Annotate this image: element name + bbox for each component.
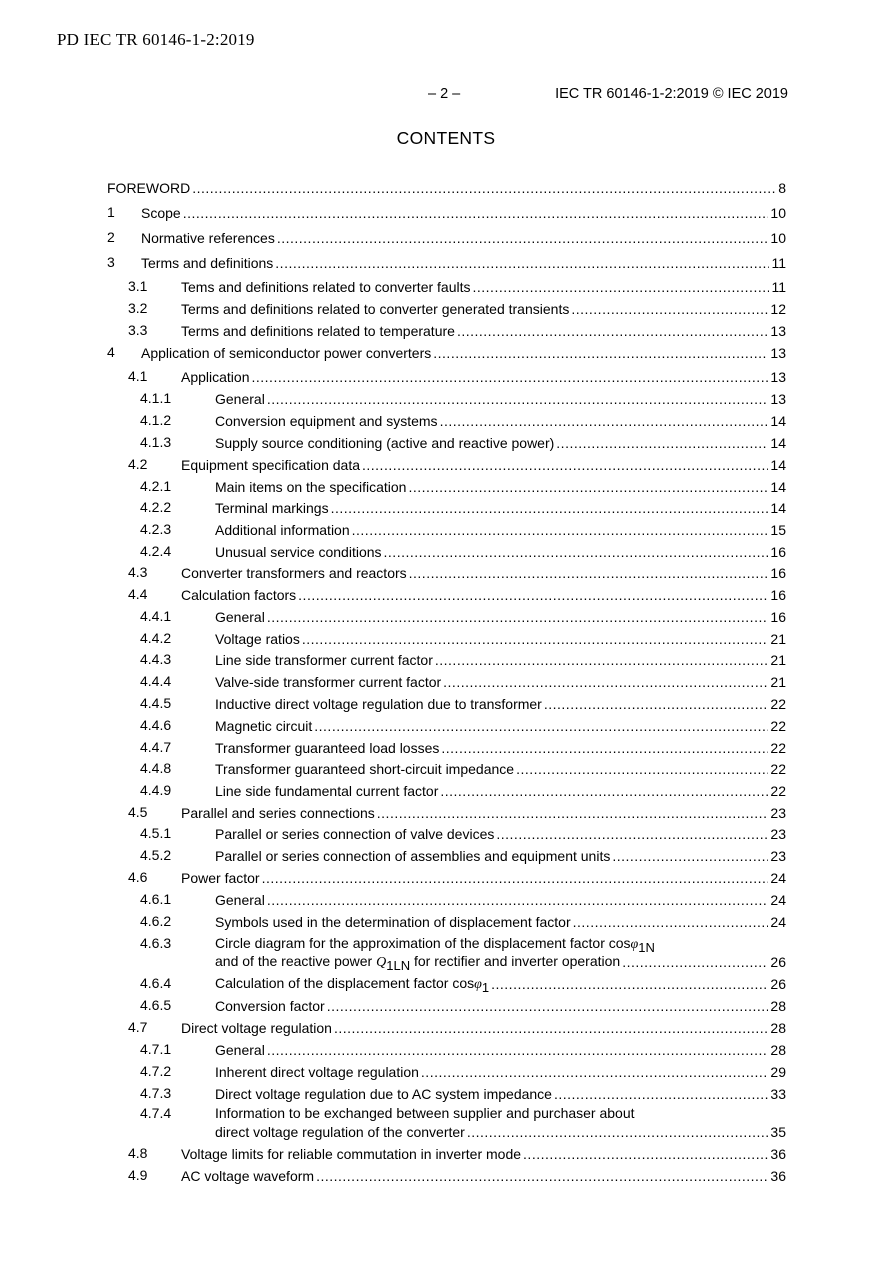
toc-entry-line: [181, 869, 786, 887]
toc-entry-number: 4: [107, 344, 115, 360]
toc-entry-title: Scope: [141, 205, 181, 221]
page-number: – 2 –: [428, 86, 461, 102]
toc-entry-title: General: [215, 1042, 265, 1058]
toc-leader-dots: [443, 674, 768, 691]
toc-entry-number: 4.3: [128, 564, 148, 580]
toc-entry-page: 22: [770, 696, 786, 712]
toc-entry-line: [215, 975, 786, 993]
toc-leader-dots: [440, 413, 769, 430]
toc-entry-title: Conversion factor: [215, 998, 325, 1014]
toc-entry-title: General: [215, 892, 265, 908]
toc-entry-number: 2: [107, 229, 115, 245]
toc-leader-dots: [612, 848, 768, 865]
toc-entry-number: 4.1.1: [140, 390, 172, 406]
toc-leader-dots: [523, 1146, 768, 1163]
toc-entry-line: [215, 997, 786, 1015]
toc-leader-dots: [267, 609, 769, 626]
toc-entry-number: 3.2: [128, 300, 148, 316]
toc-leader-dots: [441, 740, 768, 757]
toc-entry-page: 28: [770, 1042, 786, 1058]
toc-entry-page: 21: [770, 631, 786, 647]
toc-entry-title: Voltage limits for reliable commutation in inverter mode: [181, 1146, 522, 1162]
toc-entry-number: 4.2.2: [140, 499, 172, 515]
standard-reference: IEC TR 60146-1-2:2019 © IEC 2019: [555, 86, 788, 102]
toc-entry-number: 4.4: [128, 586, 148, 602]
toc-entry-title: Line side transformer current factor: [215, 652, 433, 668]
toc-entry-line: [215, 390, 786, 408]
toc-entry-number: 4.7.1: [140, 1041, 172, 1057]
toc-entry-line: [215, 739, 786, 757]
toc-entry-page: 24: [770, 914, 786, 930]
toc-leader-dots: [573, 914, 769, 931]
toc-entry-page: 21: [770, 652, 786, 668]
toc-entry-line: [215, 825, 786, 843]
toc-entry-line: [215, 695, 786, 713]
toc-entry-title: Direct voltage regulation due to AC system impedance: [215, 1086, 552, 1102]
toc-entry-page: 16: [770, 544, 786, 560]
toc-entry-line: [215, 782, 786, 800]
toc-entry-page: 14: [770, 435, 786, 451]
toc-entry-page: 15: [770, 522, 786, 538]
toc-entry-page: 22: [770, 783, 786, 799]
toc-leader-dots: [435, 652, 769, 669]
toc-entry-number: 4.4.2: [140, 630, 172, 646]
page-title: CONTENTS: [396, 128, 496, 148]
toc-entry-number: 4.4.9: [140, 782, 172, 798]
toc-entry-title: Inductive direct voltage regulation due to transformer: [215, 696, 542, 712]
toc-leader-dots: [362, 457, 768, 474]
toc-entry-number: 4.1: [128, 368, 148, 384]
toc-leader-dots: [352, 522, 769, 539]
toc-entry-title: Conversion equipment and systems: [215, 413, 438, 429]
q-symbol: Q1LN: [376, 955, 411, 971]
toc-entry-page: 22: [770, 740, 786, 756]
toc-entry-page: 14: [770, 479, 786, 495]
toc-entry-line: [141, 254, 786, 272]
toc-entry-number: 3.1: [128, 278, 148, 294]
toc-entry-number: 4.6.2: [140, 913, 172, 929]
toc-entry-page: 12: [770, 301, 786, 317]
toc-entry-title: Power factor: [181, 870, 260, 886]
toc-entry-page: 26: [770, 976, 786, 992]
toc-entry-line: [215, 913, 786, 931]
toc-entry-page: 29: [770, 1064, 786, 1080]
toc-leader-dots: [433, 345, 768, 362]
toc-entry-number: 4.6.1: [140, 891, 172, 907]
toc-leader-dots: [267, 391, 769, 408]
toc-entry-page: 28: [770, 1020, 786, 1036]
toc-entry-title: Symbols used in the determination of displacement factor: [215, 914, 571, 930]
toc-leader-dots: [571, 301, 768, 318]
toc-entry-page: 36: [770, 1168, 786, 1184]
toc-leader-dots: [192, 180, 776, 197]
toc-entry-page: 22: [770, 761, 786, 777]
toc-leader-dots: [554, 1086, 768, 1103]
toc-entry-number: 4.7.4: [140, 1105, 172, 1121]
toc-leader-dots: [496, 826, 768, 843]
toc-leader-dots: [408, 479, 768, 496]
toc-entry-line: [141, 229, 786, 247]
toc-entry-title: Terminal markings: [215, 500, 329, 516]
toc-entry-number: 4.2.1: [140, 478, 172, 494]
toc-entry-title: Inherent direct voltage regulation: [215, 1064, 419, 1080]
document-id: PD IEC TR 60146-1-2:2019: [57, 30, 255, 49]
toc-entry-line: [107, 179, 786, 197]
toc-leader-dots: [457, 323, 768, 340]
q-symbol-subscript: 1LN: [386, 958, 411, 971]
toc-entry-title: Main items on the specification: [215, 479, 407, 495]
toc-entry-number: 4.1.2: [140, 412, 172, 428]
toc-entry-line: [215, 434, 786, 452]
toc-leader-dots: [622, 954, 768, 971]
toc-entry-line: [215, 1041, 786, 1059]
phi-symbol-subscript: 1: [481, 980, 490, 993]
toc-leader-dots: [409, 565, 769, 582]
toc-leader-dots: [262, 870, 769, 887]
toc-leader-dots: [556, 435, 768, 452]
toc-entry-title: Application: [181, 369, 250, 385]
toc-entry-line: [181, 586, 786, 604]
toc-entry-line: [181, 804, 786, 822]
phi-symbol-subscript: 1N: [638, 940, 655, 955]
toc-entry-page: 16: [770, 587, 786, 603]
phi-symbol: φ1: [474, 977, 490, 993]
toc-entry-page: 22: [770, 718, 786, 734]
toc-entry-title: Terms and definitions related to converter generated transients: [181, 301, 570, 317]
toc-entry-number: 1: [107, 204, 115, 220]
toc-entry-line: [181, 1167, 786, 1185]
toc-entry-page: 11: [771, 255, 786, 271]
toc-entry-title: Parallel or series connection of assemblies and equipment units: [215, 848, 611, 864]
toc-entry-line: [215, 1123, 786, 1141]
toc-leader-dots: [277, 230, 769, 247]
toc-entry-number: 4.5.1: [140, 825, 172, 841]
toc-entry-number: 4.5: [128, 804, 148, 820]
toc-entry-page: 35: [770, 1124, 786, 1140]
toc-entry-line: [215, 760, 786, 778]
toc-leader-dots: [440, 783, 768, 800]
toc-entry-title: Additional information: [215, 522, 350, 538]
toc-entry-number: 4.4.5: [140, 695, 172, 711]
toc-entry-line: [141, 344, 786, 362]
toc-entry-line: [215, 478, 786, 496]
toc-leader-dots: [252, 369, 769, 386]
toc-entry-line: [215, 891, 786, 909]
toc-leader-dots: [267, 892, 769, 909]
toc-entry-page: 10: [770, 230, 786, 246]
toc-leader-dots: [516, 761, 768, 778]
toc-leader-dots: [183, 205, 769, 222]
toc-entry-page: 23: [770, 805, 786, 821]
toc-leader-dots: [316, 1168, 768, 1185]
toc-entry-line: [215, 953, 786, 971]
toc-entry-page: 23: [770, 848, 786, 864]
toc-entry-line: [215, 651, 786, 669]
toc-entry-title: Normative references: [141, 230, 275, 246]
toc-entry-line: [181, 278, 786, 296]
toc-entry-number: 4.2: [128, 456, 148, 472]
toc-entry-line: [215, 543, 786, 561]
toc-entry-title: FOREWORD: [107, 180, 191, 196]
toc-entry-line: [181, 564, 786, 582]
toc-entry-title: Magnetic circuit: [215, 718, 313, 734]
toc-entry-title: General: [215, 391, 265, 407]
toc-entry-line: [215, 1085, 786, 1103]
toc-leader-dots: [384, 544, 769, 561]
toc-entry-title: Valve-side transformer current factor: [215, 674, 442, 690]
toc-leader-dots: [275, 255, 769, 272]
toc-entry-line: [181, 1145, 786, 1163]
toc-entry-page: 14: [770, 500, 786, 516]
toc-entry-title: AC voltage waveform: [181, 1168, 315, 1184]
toc-entry-number: 4.8: [128, 1145, 148, 1161]
toc-leader-dots: [331, 500, 769, 517]
toc-entry-page: 14: [770, 413, 786, 429]
toc-entry-page: 13: [770, 391, 786, 407]
toc-entry-title: Voltage ratios: [215, 631, 300, 647]
toc-entry-line: [215, 847, 786, 865]
toc-entry-number: 4.6.5: [140, 997, 172, 1013]
toc-leader-dots: [473, 279, 770, 296]
toc-entry-number: 4.4.7: [140, 739, 172, 755]
toc-entry-line: [141, 204, 786, 222]
toc-entry-page: 24: [770, 892, 786, 908]
toc-entry-number: 4.7.2: [140, 1063, 172, 1079]
toc-entry-line: [215, 630, 786, 648]
toc-entry-title: Parallel and series connections: [181, 805, 375, 821]
toc-entry-page: 23: [770, 826, 786, 842]
toc-entry-title: and of the reactive power Q1LN for rectifier and inverter operation: [215, 953, 621, 971]
toc-entry-page: 13: [770, 323, 786, 339]
toc-entry-page: 28: [770, 998, 786, 1014]
toc-leader-dots: [491, 976, 768, 993]
toc-leader-dots: [267, 1042, 769, 1059]
toc-entry-title: General: [215, 609, 265, 625]
toc-entry-number: 4.4.1: [140, 608, 172, 624]
toc-entry-page: 8: [778, 180, 786, 196]
toc-entry-number: 4.9: [128, 1167, 148, 1183]
toc-entry-title-line1: Circle diagram for the approximation of the displacement factor cosφ1N: [215, 935, 655, 955]
toc-entry-number: 4.6.4: [140, 975, 172, 991]
toc-entry-line: [181, 1019, 786, 1037]
toc-leader-dots: [334, 1020, 768, 1037]
toc-entry-title: Terms and definitions: [141, 255, 274, 271]
toc-entry-page: 26: [770, 954, 786, 970]
toc-entry-line: [181, 456, 786, 474]
toc-entry-number: 4.4.8: [140, 760, 172, 776]
toc-leader-dots: [314, 718, 768, 735]
toc-leader-dots: [298, 587, 768, 604]
toc-entry-line: [181, 368, 786, 386]
toc-entry-line: [181, 322, 786, 340]
toc-entry-number: 4.7: [128, 1019, 148, 1035]
phi-symbol: φ1N: [630, 937, 655, 955]
toc-entry-title: Parallel or series connection of valve devices: [215, 826, 495, 842]
toc-entry-number: 4.4.3: [140, 651, 172, 667]
toc-entry-line: [215, 499, 786, 517]
toc-entry-line: [215, 673, 786, 691]
toc-entry-page: 10: [770, 205, 786, 221]
toc-entry-page: 24: [770, 870, 786, 886]
toc-entry-line: [215, 1063, 786, 1081]
toc-leader-dots: [544, 696, 769, 713]
toc-entry-title: Terms and definitions related to temperature: [181, 323, 455, 339]
toc-entry-title: Application of semiconductor power converters: [141, 345, 432, 361]
toc-entry-title: Tems and definitions related to converter faults: [181, 279, 471, 295]
toc-entry-page: 36: [770, 1146, 786, 1162]
toc-entry-line: [181, 300, 786, 318]
toc-entry-page: 21: [770, 674, 786, 690]
toc-entry-number: 4.2.4: [140, 543, 172, 559]
toc-entry-number: 4.7.3: [140, 1085, 172, 1101]
toc-entry-page: 16: [770, 609, 786, 625]
toc-entry-number: 4.4.6: [140, 717, 172, 733]
toc-entry-title-line1: Information to be exchanged between supplier and purchaser about: [215, 1105, 635, 1121]
toc-entry-title: Supply source conditioning (active and reactive power): [215, 435, 555, 451]
toc-entry-title: Calculation factors: [181, 587, 297, 603]
toc-entry-title: Direct voltage regulation: [181, 1020, 332, 1036]
toc-entry-page: 11: [771, 279, 786, 295]
toc-entry-number: 4.4.4: [140, 673, 172, 689]
toc-entry-line: [215, 717, 786, 735]
toc-leader-dots: [377, 805, 769, 822]
toc-entry-title: Equipment specification data: [181, 457, 360, 473]
toc-leader-dots: [467, 1124, 769, 1141]
toc-entry-line: [215, 412, 786, 430]
toc-entry-page: 33: [770, 1086, 786, 1102]
toc-entry-number: 4.6.3: [140, 935, 172, 951]
toc-entry-page: 13: [770, 369, 786, 385]
toc-entry-title: Calculation of the displacement factor cosφ1: [215, 975, 490, 993]
toc-entry-page: 13: [770, 345, 786, 361]
toc-entry-title: Transformer guaranteed load losses: [215, 740, 440, 756]
toc-leader-dots: [302, 631, 769, 648]
toc-entry-title: Converter transformers and reactors: [181, 565, 407, 581]
toc-entry-title: Line side fundamental current factor: [215, 783, 439, 799]
toc-leader-dots: [421, 1064, 769, 1081]
toc-entry-title: Unusual service conditions: [215, 544, 382, 560]
toc-entry-title: Transformer guaranteed short-circuit impedance: [215, 761, 515, 777]
toc-entry-number: 3.3: [128, 322, 148, 338]
toc-entry-number: 4.5.2: [140, 847, 172, 863]
toc-entry-page: 16: [770, 565, 786, 581]
toc-entry-line: [215, 608, 786, 626]
toc-leader-dots: [327, 998, 769, 1015]
toc-entry-line: [215, 521, 786, 539]
toc-entry-title: direct voltage regulation of the converter: [215, 1124, 465, 1140]
toc-entry-page: 14: [770, 457, 786, 473]
toc-entry-number: 4.1.3: [140, 434, 172, 450]
toc-entry-number: 4.6: [128, 869, 148, 885]
toc-entry-number: 4.2.3: [140, 521, 172, 537]
toc-entry-number: 3: [107, 254, 115, 270]
